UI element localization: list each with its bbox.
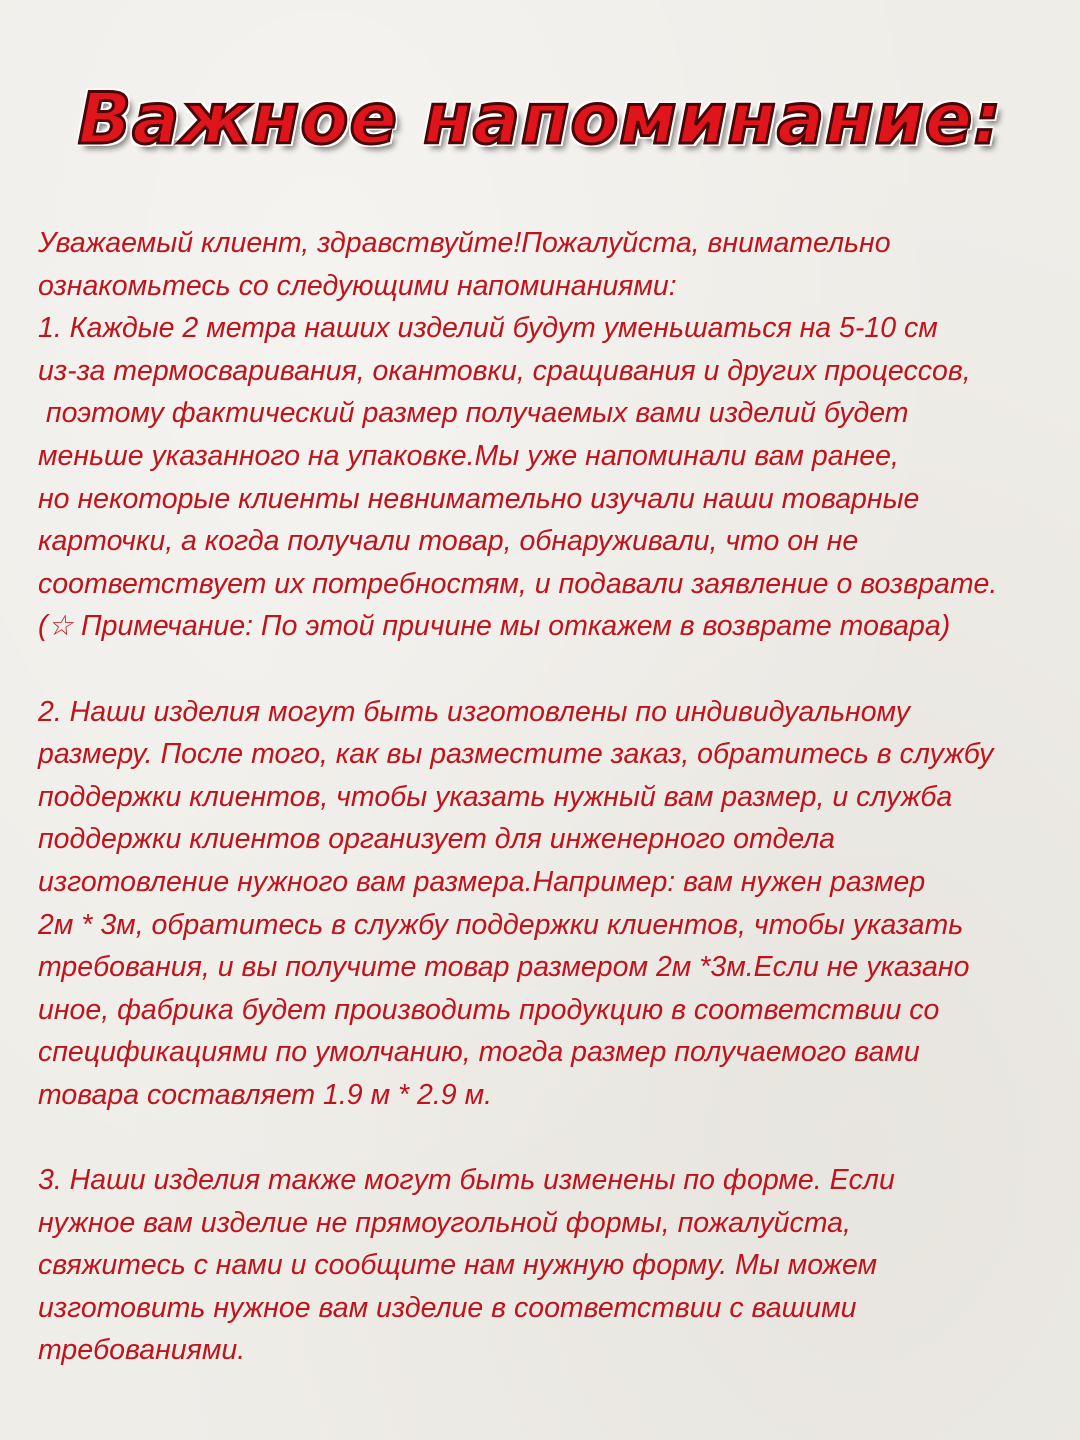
text-line: изготовление нужного вам размера.Например: вам нужен размер bbox=[38, 865, 926, 898]
text-line: требования, и вы получите товар размером 2м *3м.Если не указано bbox=[38, 951, 970, 984]
note-line: (☆ Примечание: По этой причине мы откажем в возврате товара) bbox=[38, 610, 951, 643]
text-line: 2. Наши изделия могут быть изготовлены по индивидуальному bbox=[38, 695, 911, 728]
text-line: требованиями. bbox=[38, 1334, 246, 1367]
text-line: карточки, а когда получали товар, обнаруживали, что он не bbox=[38, 525, 859, 558]
text-line: спецификациями по умолчанию, тогда размер получаемого вами bbox=[38, 1036, 920, 1069]
paragraph-3 bbox=[38, 1159, 1068, 1372]
text-line: поддержки клиентов организует для инженерного отдела bbox=[38, 823, 836, 856]
reminder-text bbox=[38, 222, 1068, 1372]
paragraph-gap bbox=[38, 1116, 1068, 1159]
text-line: соответствует их потребностям, и подавали заявление о возврате. bbox=[38, 567, 998, 600]
paragraph-gap bbox=[38, 648, 1068, 691]
text-line: из-за термосваривания, окантовки, сращивания и других процессов, bbox=[38, 354, 971, 387]
text-line: товара составляет 1.9 м * 2.9 м. bbox=[38, 1078, 493, 1111]
text-line: поддержки клиентов, чтобы указать нужный вам размер, и служба bbox=[38, 780, 953, 813]
paragraph-1 bbox=[38, 222, 1068, 648]
page-title: Важное напоминание: bbox=[77, 78, 1003, 160]
text-line: Уважаемый клиент, здравствуйте!Пожалуйста, внимательно bbox=[38, 227, 891, 259]
text-line: изготовить нужное вам изделие в соответствии с вашими bbox=[38, 1291, 857, 1324]
text-line: 2м * 3м, обратитесь в службу поддержки клиентов, чтобы указать bbox=[38, 908, 964, 941]
text-line: 3. Наши изделия также могут быть изменены по форме. Если bbox=[38, 1164, 895, 1197]
text-line: меньше указанного на упаковке.Мы уже напоминали вам ранее, bbox=[38, 439, 899, 472]
text-line: поэтому фактический размер получаемых вами изделий будет bbox=[38, 397, 909, 430]
text-line: размеру. После того, как вы разместите заказ, обратитесь в службу bbox=[38, 738, 994, 771]
text-line: но некоторые клиенты невнимательно изучали наши товарные bbox=[38, 482, 920, 515]
text-line: ознакомьтесь со следующими напоминаниями: bbox=[38, 269, 677, 302]
paragraph-2 bbox=[38, 691, 1068, 1117]
text-line: иное, фабрика будет производить продукцию в соответствии со bbox=[38, 993, 940, 1026]
text-line: 1. Каждые 2 метра наших изделий будут уменьшаться на 5-10 см bbox=[38, 312, 938, 345]
text-line: нужное вам изделие не прямоугольной формы, пожалуйста, bbox=[38, 1206, 851, 1239]
text-line: свяжитесь с нами и сообщите нам нужную форму. Мы можем bbox=[38, 1249, 878, 1282]
